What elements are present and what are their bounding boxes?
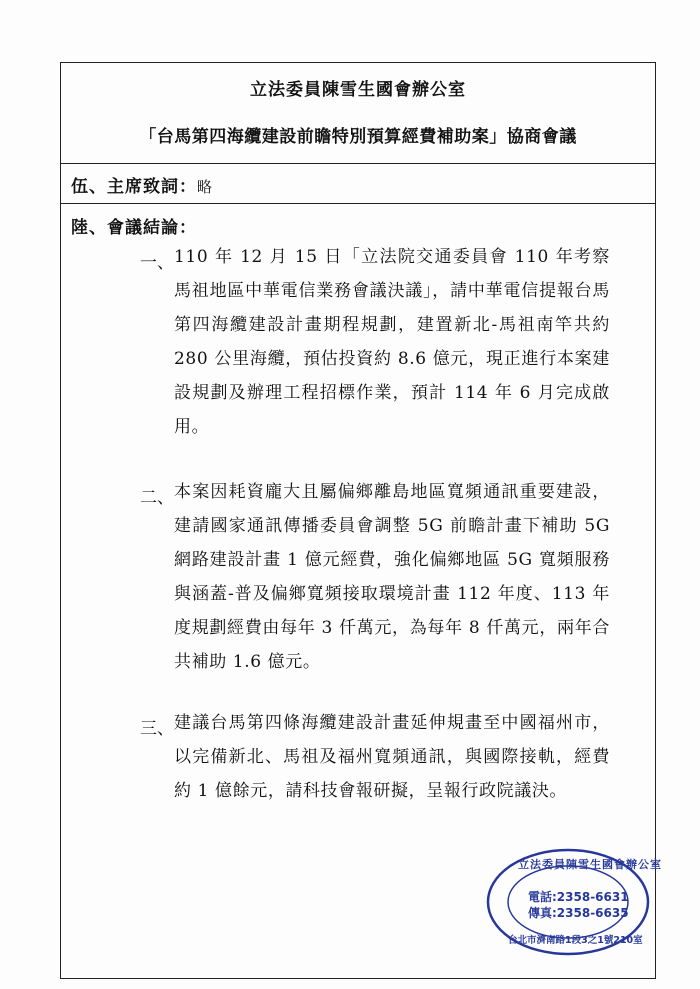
conclusion-item-2 <box>140 483 610 687</box>
conclusion-item-3 <box>140 714 610 816</box>
conclusion-item-1 <box>140 248 610 452</box>
section-chair-remarks-content: 略 <box>197 178 214 196</box>
item-text: 本案因耗資龐大且屬偏鄉離島地區寬頻通訊重要建設，建請國家通訊傳播委員會調整 5G 前瞻計畫下補助 5G 網路建設計畫 1 億元經費，強化偏鄉地區 5G 寬頻服務與涵蓋-普及偏鄉寬頻接取環境計畫 112 年度、113 年度規劃經費由每年 3 仟萬元，為每年 8 仟萬元，兩年合共補助 1.6 億元。 <box>174 482 610 672</box>
office-seal-stamp <box>484 846 662 958</box>
header-divider <box>60 163 656 164</box>
section-chair-remarks <box>71 172 213 197</box>
item-number: 一、 <box>140 253 174 273</box>
seal-fax: 傳真:2358-6635 <box>528 906 629 920</box>
seal-phone: 電話:2358-6631 <box>528 890 629 904</box>
seal-office-name: 立法委員陳雪生國會辦公室 <box>518 858 662 871</box>
seal-address: 台北市濟南路1段3之1號210室 <box>508 935 643 946</box>
section-chair-remarks-label: 伍、主席致詞： <box>71 177 197 197</box>
item-number: 二、 <box>140 488 174 508</box>
item-number: 三、 <box>140 719 174 739</box>
item-text: 建議台馬第四條海纜建設計畫延伸規畫至中國福州市，以完備新北、馬祖及福州寬頻通訊，與國際接軌，經費約 1 億餘元，請科技會報研擬，呈報行政院議決。 <box>174 713 610 801</box>
meeting-title: 「台馬第四海纜建設前瞻特別預算經費補助案」協商會議 <box>139 127 577 147</box>
office-title: 立法委員陳雪生國會辦公室 <box>250 80 466 100</box>
section-divider <box>60 203 656 204</box>
item-text: 110 年 12 月 15 日「立法院交通委員會 110 年考察馬祖地區中華電信業務會議決議」，請中華電信提報台馬第四海纜建設計畫期程規劃，建置新北-馬祖南竿共約 280 公里海纜，預估投資約 8.6 億元，現正進行本案建設規劃及辦理工程招標作業，預計 114 年 6 月完成啟用。 <box>174 247 610 437</box>
section-conclusions: 陸、會議結論： <box>71 218 197 238</box>
